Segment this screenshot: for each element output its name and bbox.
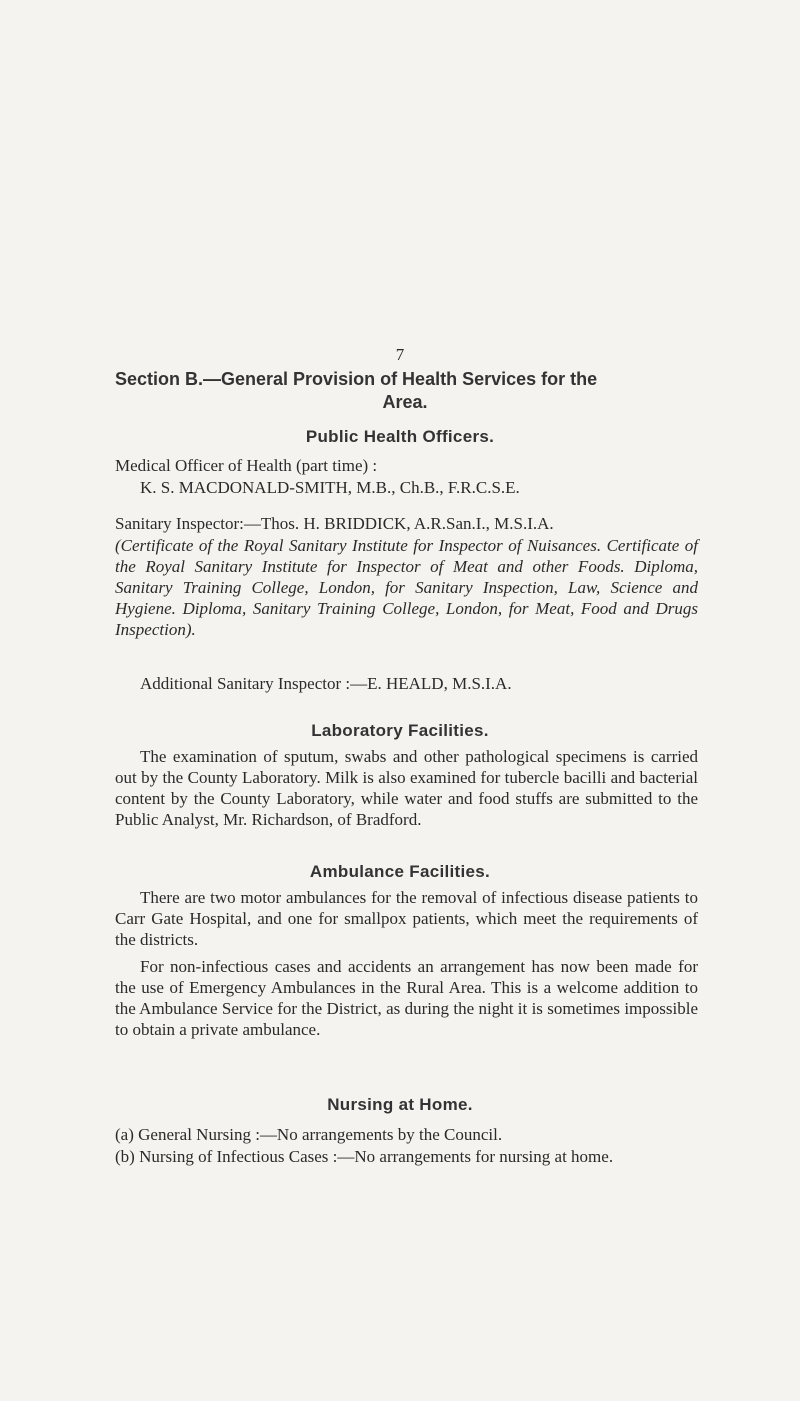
ambulance-paragraph-2: For non-infectious cases and accidents an arrangement has now been made for the use of Emergency Ambulances in the Rural Area. This is a welcome addition to the Ambulance Service for the District, as during the night it is sometimes impossible to obtain a private ambulance. <box>115 957 698 1039</box>
laboratory-heading: Laboratory Facilities. <box>311 721 489 740</box>
page-number: 7 <box>395 345 405 364</box>
moh-name: K. S. MACDONALD-SMITH, M.B., Ch.B., F.R.C.S.E. <box>140 478 520 497</box>
nursing-item-a: (a) General Nursing :—No arrangements by the Council. <box>115 1125 503 1144</box>
additional-inspector: Additional Sanitary Inspector :—E. HEALD, M.S.I.A. <box>140 674 512 693</box>
section-title <box>115 368 695 414</box>
nursing-item-b: (b) Nursing of Infectious Cases :—No arrangements for nursing at home. <box>115 1147 614 1166</box>
section-title-line-2: Area. <box>382 392 428 412</box>
nursing-heading: Nursing at Home. <box>327 1095 473 1114</box>
moh-label: Medical Officer of Health (part time) : <box>115 456 378 475</box>
inspector-qualifications: (Certificate of the Royal Sanitary Institute for Inspector of Nuisances. Certificate of the Royal Sanitary Institute for Inspector of Meat and other Foods. Diploma, Sanitary Training College, London, for Sanitary Inspection, Law, Science and Hygiene. Diploma, Sanitary Training College, London, for Meat, Food and Drugs Inspection). <box>115 536 698 639</box>
ambulance-heading: Ambulance Facilities. <box>309 862 491 881</box>
ambulance-paragraph-1: There are two motor ambulances for the removal of infectious disease patients to Carr Gate Hospital, and one for smallpox patients, which meet the requirements of the districts. <box>115 888 698 949</box>
public-health-heading: Public Health Officers. <box>305 427 495 446</box>
laboratory-paragraph: The examination of sputum, swabs and other pathological specimens is carried out by the County Laboratory. Milk is also examined for tubercle bacilli and bacterial content by the County Laboratory, while water and food stuffs are submitted to the Public Analyst, Mr. Richardson, of Bradford. <box>115 747 698 829</box>
section-title-line-1: Section B.—General Provision of Health Services for the <box>115 369 598 389</box>
sanitary-inspector: Sanitary Inspector:—Thos. H. BRIDDICK, A.R.San.I., M.S.I.A. <box>115 514 554 533</box>
